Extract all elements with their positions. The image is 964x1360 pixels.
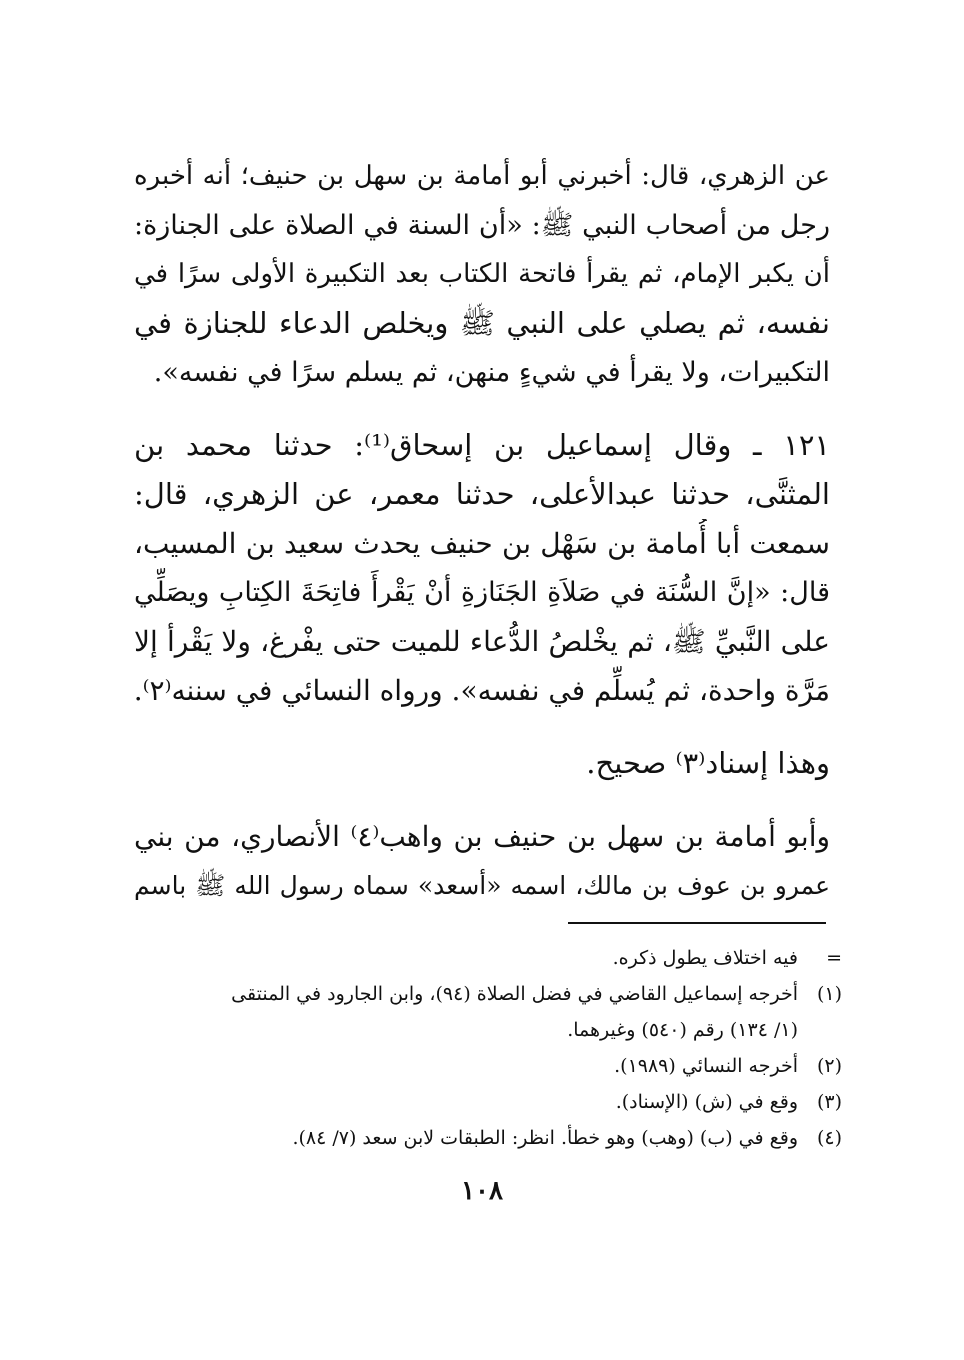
footnote-number: (٣) [816,1091,842,1113]
main-text [134,152,830,910]
footnote-item [134,1048,842,1084]
paragraph-gap [134,788,830,812]
paragraph-gap [134,397,830,421]
footnote-item [134,940,842,976]
text-line: وهذا إسناد⁽٣⁾ صحيح. [586,746,830,780]
footnote-number [798,1012,842,1048]
text-line: سمعت أبا أُمامة بن سَهْل بن حنيف يحدث سعيد بن المسيب، [134,527,830,560]
paragraph-isnad [134,739,830,788]
text-line: قال: «إنَّ السُّنَة في صَلاَةِ الجَنَازةِ أنْ يَقْرأَ فاتِحَةَ الكِتابِ ويصَلِّي [134,577,830,608]
footnote-number: = [826,947,842,969]
footnotes [134,940,842,1156]
text-line: التكبيرات، ولا يقرأ في شيءٍ منهن، ثم يسلم سرًا في نفسه». [153,357,830,388]
footnote-text: أخرجه النسائي (١٩٨٩). [614,1055,798,1077]
footnote-item [134,1084,842,1120]
paragraph-1 [134,152,830,397]
text-line: أن يكبر الإمام، ثم يقرأ فاتحة الكتاب بعد التكبيرة الأولى سرًا في [134,259,830,289]
text-line: عن الزهري، قال: أخبرني أبو أمامة بن سهل بن حنيف؛ أنه أخبره [134,161,830,191]
paragraph-abu-umama [134,812,830,910]
paragraph-gap [134,715,830,739]
footnote-item [134,1120,842,1156]
footnote-text: (١/ ١٣٤) رقم (٥٤٠) وغيرهما. [567,1019,798,1041]
footnote-text: فيه اختلاف يطول ذكره. [612,947,798,969]
footnote-separator [568,922,826,924]
text-line: ١٢١ ـ وقال إسماعيل بن إسحاق⁽¹⁾: حدثنا محمد بن [134,428,830,462]
text-line: وأبو أمامة بن سهل بن حنيف بن واهب⁽٤⁾ الأنصاري، من بني [134,820,830,853]
footnote-item [134,976,842,1012]
footnote-text: وقع في (ب) (وهب) وهو خطأ. انظر: الطبقات لابن سعد (٧/ ٨٤). [292,1127,798,1149]
footnote-number: (٤) [816,1127,842,1149]
footnote-number: (٢) [816,1055,842,1077]
text-line: المثنَّى، حدثنا عبدالأعلى، حدثنا معمر، عن الزهري، قال: [134,477,830,511]
text-line: نفسه، ثم يصلي على النبي ﷺ ويخلص الدعاء للجنازة في [134,306,830,340]
text-line: على النَّبيِّ ﷺ، ثم يخْلصُ الدُّعاء للميت حتى يفْرغ، ولا يَقْرأ إلا [134,625,830,658]
footnote-number: (١) [816,983,842,1005]
paragraph-hadith-121 [134,421,830,715]
text-line: مَرَّة واحدة، ثم يُسلِّم في نفسه». ورواه النسائي في سننه⁽٢⁾. [134,674,830,707]
text-line: رجل من أصحاب النبي ﷺ: «أن السنة في الصلاة على الجنازة: [134,210,830,241]
page-number: ١٠٨ [461,1176,503,1206]
footnote-item [134,1012,842,1048]
footnote-text: أخرجه إسماعيل القاضي في فضل الصلاة (٩٤)، وابن الجارود في المنتقى [231,983,798,1005]
text-line: عمرو بن عوف بن مالك، اسمه «أسعد» سماه رسول الله ﷺ باسم [134,871,830,900]
footnote-text: وقع في (ش) (الإسناد). [615,1091,798,1113]
